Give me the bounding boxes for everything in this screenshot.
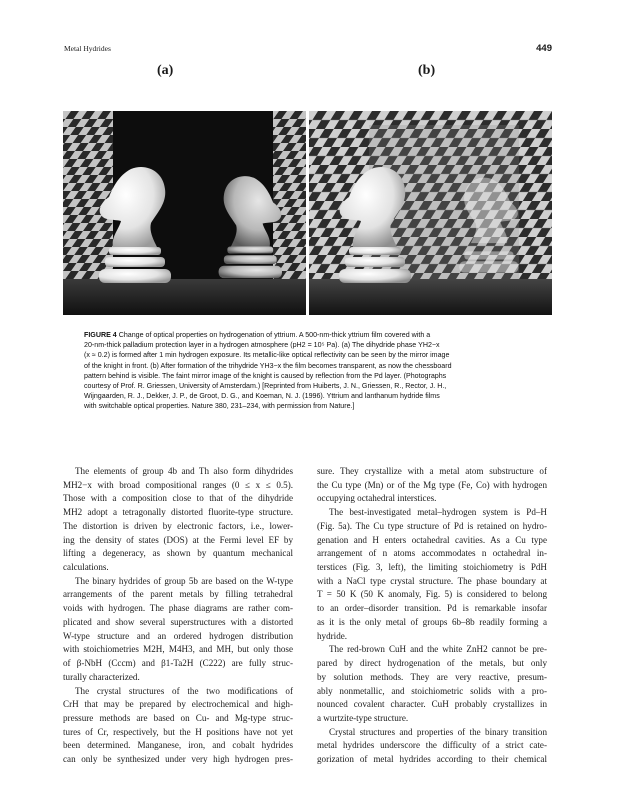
body-line: a wurtzite-type structure. [317,712,409,723]
body-line: voids with hydrogen. The phase diagrams are rather com- [63,603,293,614]
caption-line: pattern behind is visible. The faint mirror image of the knight is caused by reflection from the Pd layer. (Photographs [84,371,447,380]
body-line: by solution methods. They are very reactive, presum- [317,671,547,682]
knight-mirror-photo [63,111,306,315]
body-line: gorization of metal hydrides according to their chemical [317,754,547,765]
body-line: nounced covalent character. CuH probably crystallizes in [317,699,547,710]
body-line: turally characterized. [63,671,140,682]
caption-line: FIGURE 4 Change of optical properties on hydrogenation of yttrium. A 500-nm-thick yttrium film covered with a [84,331,431,339]
body-column-right [317,465,547,767]
body-line: to an order–disorder transition. Pd is remarkable insofar [317,603,547,614]
body-line: ably nonmetallic, and stoichiometric solids with a pro- [317,685,547,696]
caption-line: courtesy of Prof. R. Griessen, University of Amsterdam.) [Reprinted from Huiberts, J. N., Griessen, R., Rector, J. H., [84,382,447,391]
body-line: The best-investigated metal–hydrogen system is Pd–H [329,507,547,518]
body-line: arrangement of n atoms accommodates n octahedral in- [317,548,547,559]
body-line: pared by direct hydrogenation of the metals, but only [317,658,547,669]
body-line: The crystal structures of the two modifications of [75,685,293,696]
body-line: arrangements of the parent metals by filling tetrahedral [63,589,293,600]
body-line: The red-brown CuH and the white ZnH2 cannot be pre- [329,644,547,655]
body-column-left [63,465,293,767]
body-line: Crystal structures and properties of the binary transition [329,726,547,737]
figure-caption [84,330,536,412]
figure-photo-b [309,111,552,315]
body-line: been determined. Manganese, iron, and cobalt hydrides [63,740,293,751]
body-line: of β-NbH (Cccm) and β1-Ta2H (C222) are fully struc- [63,658,293,669]
figure-number-label: FIGURE 4 [84,331,117,339]
body-line: W-type structure and an ordered hydrogen distribution [63,630,293,641]
body-line: hydride. [317,630,348,641]
body-line: The elements of group 4b and Th also form dihydrides [75,466,293,476]
body-line: MH2 adopt a tetragonally distorted fluorite-type structure. [63,507,293,518]
body-line: with a NaCl type crystal structure. The phase boundary at [317,575,547,586]
body-line: The distortion is driven by electronic factors, i.e., lower- [63,520,293,531]
body-line: occupying octahedral interstices. [317,493,437,504]
caption-line: Wijngaarden, R. J., Dekker, J. P., de Groot, D. G., and Koeman, N. J. (1996). Yttrium and lanthanum hydride films [84,392,440,401]
body-line: ing the density of states (DOS) at the Fermi level EF by [63,534,293,545]
body-line: calculations. [63,562,109,573]
panel-a-label: (a) [157,63,174,78]
body-line: with stoichiometries M2H, M4H3, and MH, but only those [63,644,293,655]
body-line: sure. They crystallize with a metal atom substructure of [317,466,547,476]
running-head-title: Metal Hydrides [64,44,111,53]
body-line-with-figure-link: terstices (Fig. 3, left), the limiting stoichiometry is PdH [317,562,547,573]
body-line: lifting a degeneracy, as shown by quantum mechanical [63,548,293,559]
body-line: pressure methods are based on Cu- and Mg-type struc- [63,712,293,723]
body-line: Those with a composition close to that of the dihydride [63,493,293,504]
body-line-with-figure-link: (Fig. 5a). The Cu type structure of Pd is retained on hydro- [317,520,547,531]
body-line: plicated and show several superstructures with a distorted [63,616,293,627]
body-line: tures of Cr, respectively, but the H positions have not yet [63,726,293,737]
caption-line: with switchable optical properties. Nature 380, 231–234, with permission from Nature.] [84,402,355,411]
caption-line: (x ≈ 0.2) is formed after 1 min hydrogen exposure. Its metallic-like optical reflectivity can be seen by the mirror image [84,351,450,360]
figure-photo-a [63,111,306,315]
body-line: The binary hydrides of group 5b are based on the W-type [75,575,293,586]
body-line: genation and H enters octahedral cavities. As a Cu type [317,534,547,545]
body-line: as it is the only metal of groups 6b–8b readily forming a [317,616,547,627]
body-line: MH2−x with broad compositional ranges (0 ≤ x ≤ 0.5). [63,479,293,490]
caption-line: 20-nm-thick palladium protection layer in a hydrogen atmosphere (pH2 = 10⁵ Pa). (a) The dihydride phase YH2−x [84,341,440,350]
body-line: can only be synthesized under very high hydrogen pres- [63,754,293,765]
knight-transparent-photo [309,111,552,315]
body-line-with-figure-link: T = 50 K (50 K anomaly, Fig. 5) is considered to belong [317,589,547,600]
body-line: CrH that may be prepared by electrochemical and high- [63,699,293,710]
page-number: 449 [536,43,552,54]
body-line: metal hydrides underscore the difficulty of a strict cate- [317,740,547,751]
panel-b-label: (b) [418,63,436,78]
running-head [64,44,552,56]
body-line: the Cu type (Mn) or of the Mg type (Fe, Co) with hydrogen [317,479,547,490]
caption-line: of the knight in front. (b) After formation of the trihydride YH3−x the film becomes transparent, as now the chessboard [84,361,452,370]
